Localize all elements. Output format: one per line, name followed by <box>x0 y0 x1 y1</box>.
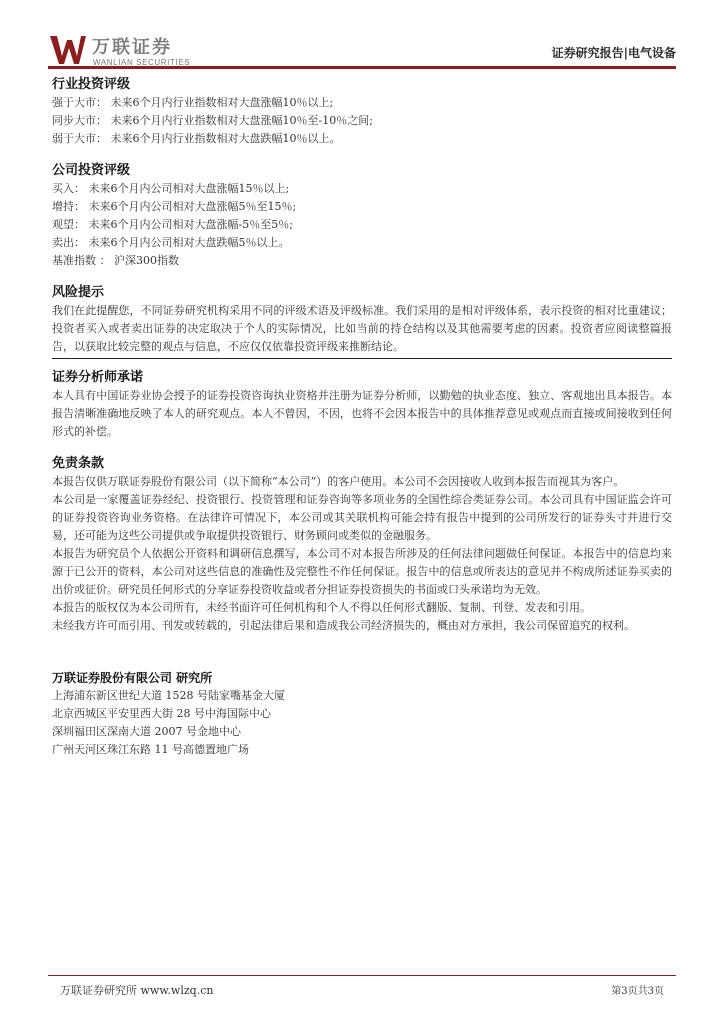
company-rating-item: 增持： 未来6个月内公司相对大盘涨幅5％至15％; <box>52 200 297 213</box>
disclaimer-title: 免责条款 <box>52 456 105 471</box>
benchmark-index: 基准指数 ： 沪深300指数 <box>52 254 179 267</box>
company-address: 北京西城区平安里西大街 28 号中海国际中心 <box>52 707 271 720</box>
logo-chinese-text: 万联证券 <box>92 37 172 58</box>
industry-rating-item: 强于大市： 未来6个月内行业指数相对大盘涨幅10％以上; <box>52 96 334 109</box>
footer-divider <box>48 975 676 976</box>
company-address: 深圳福田区深南大道 2007 号金地中心 <box>52 725 241 738</box>
company-address: 广州天河区珠江东路 11 号高德置地广场 <box>52 743 249 756</box>
logo-english-text: WANLIAN SECURITIES <box>93 58 191 67</box>
disclaimer-paragraph: 本报告的版权仅为本公司所有，未经书面许可任何机构和个人不得以任何形式翻版、复制、刊登、发表和引用。 <box>52 601 591 614</box>
page-header <box>48 28 676 68</box>
risk-section <box>52 284 672 359</box>
company-name: 万联证券股份有限公司 研究所 <box>52 671 213 685</box>
disclaimer-paragraph: 未经我方许可而引用、刊发或转载的，引起法律后果和造成我公司经济损失的，概由对方承担，我公司保留追究的权利。 <box>52 619 635 632</box>
company-logo <box>48 34 258 68</box>
header-divider <box>48 66 676 69</box>
page-number: 第3页共3页 <box>611 986 664 997</box>
industry-rating-title: 行业投资评级 <box>52 77 131 92</box>
company-rating-item: 卖出： 未来6个月内公司相对大盘跌幅5％以上。 <box>52 236 290 249</box>
report-category: 证券研究报告|电气设备 <box>551 46 676 60</box>
industry-rating-item: 同步大市： 未来6个月内行业指数相对大盘涨幅10％至-10％之间; <box>52 114 373 127</box>
analyst-text: 本人具有中国证券业协会授予的证券投资咨询执业资格并注册为证券分析师，以勤勉的执业态度、独立、客观地出具本报告。本报告清晰准确地反映了本人的研究观点。本人不曾因，不因，也将不会因本报告中的具体推荐意见或观点而直接或间接收到任何形式的补偿。 <box>52 389 672 438</box>
footer-source: 万联证券研究所 www.wlzq.cn <box>60 984 214 997</box>
industry-rating-item: 弱于大市： 未来6个月内行业指数相对大盘跌幅10％以上。 <box>52 132 341 145</box>
disclaimer-paragraph: 本报告仅供万联证券股份有限公司（以下简称“本公司”）的客户使用。本公司不会因接收人收到本报告而视其为客户。 <box>52 475 625 488</box>
company-rating-item: 观望： 未来6个月内公司相对大盘涨幅-5％至5％; <box>52 218 293 231</box>
company-rating-item: 买入： 未来6个月内公司相对大盘涨幅15％以上; <box>52 182 290 195</box>
risk-title: 风险提示 <box>52 285 105 300</box>
main-content <box>52 76 672 759</box>
analyst-title: 证券分析师承诺 <box>52 370 144 385</box>
company-address: 上海浦东新区世纪大道 1528 号陆家嘴基金大厦 <box>52 689 285 702</box>
wanlian-logo-icon <box>48 34 88 66</box>
disclaimer-paragraph: 本公司是一家覆盖证券经纪、投资银行、投资管理和证券咨询等多项业务的全国性综合类证券公司。本公司具有中国证监会许可的证券投资咨询业务资格。在法律许可情况下，本公司或其关联机构可能会持有报告中提到的公司所发行的证券头寸并进行交易，还可能为这些公司提供或争取提供投资银行、财务顾问或类似的金融服务。 <box>52 493 672 542</box>
company-rating-title: 公司投资评级 <box>52 163 131 178</box>
risk-text: 我们在此提醒您，不同证券研究机构采用不同的评级术语及评级标准。我们采用的是相对评级体系，表示投资的相对比重建议；投资者买入或者卖出证券的决定取决于个人的实际情况，比如当前的持仓结构以及其他需要考虑的因素。投资者应阅读整篇报告，以获取比较完整的观点与信息，不应仅仅依靠投资评级来推断结论。 <box>52 304 672 353</box>
disclaimer-paragraph: 本报告为研究员个人依据公开资料和调研信息撰写，本公司不对本报告所涉及的任何法律问题做任何保证。本报告中的信息均来源于已公开的资料，本公司对这些信息的准确性及完整性不作任何保证。报告中的信息或所表达的意见并不构成所述证券买卖的出价或征价。研究员任何形式的分享证券投资收益或者分担证券投资损失的书面或口头承诺均为无效。 <box>52 547 672 596</box>
